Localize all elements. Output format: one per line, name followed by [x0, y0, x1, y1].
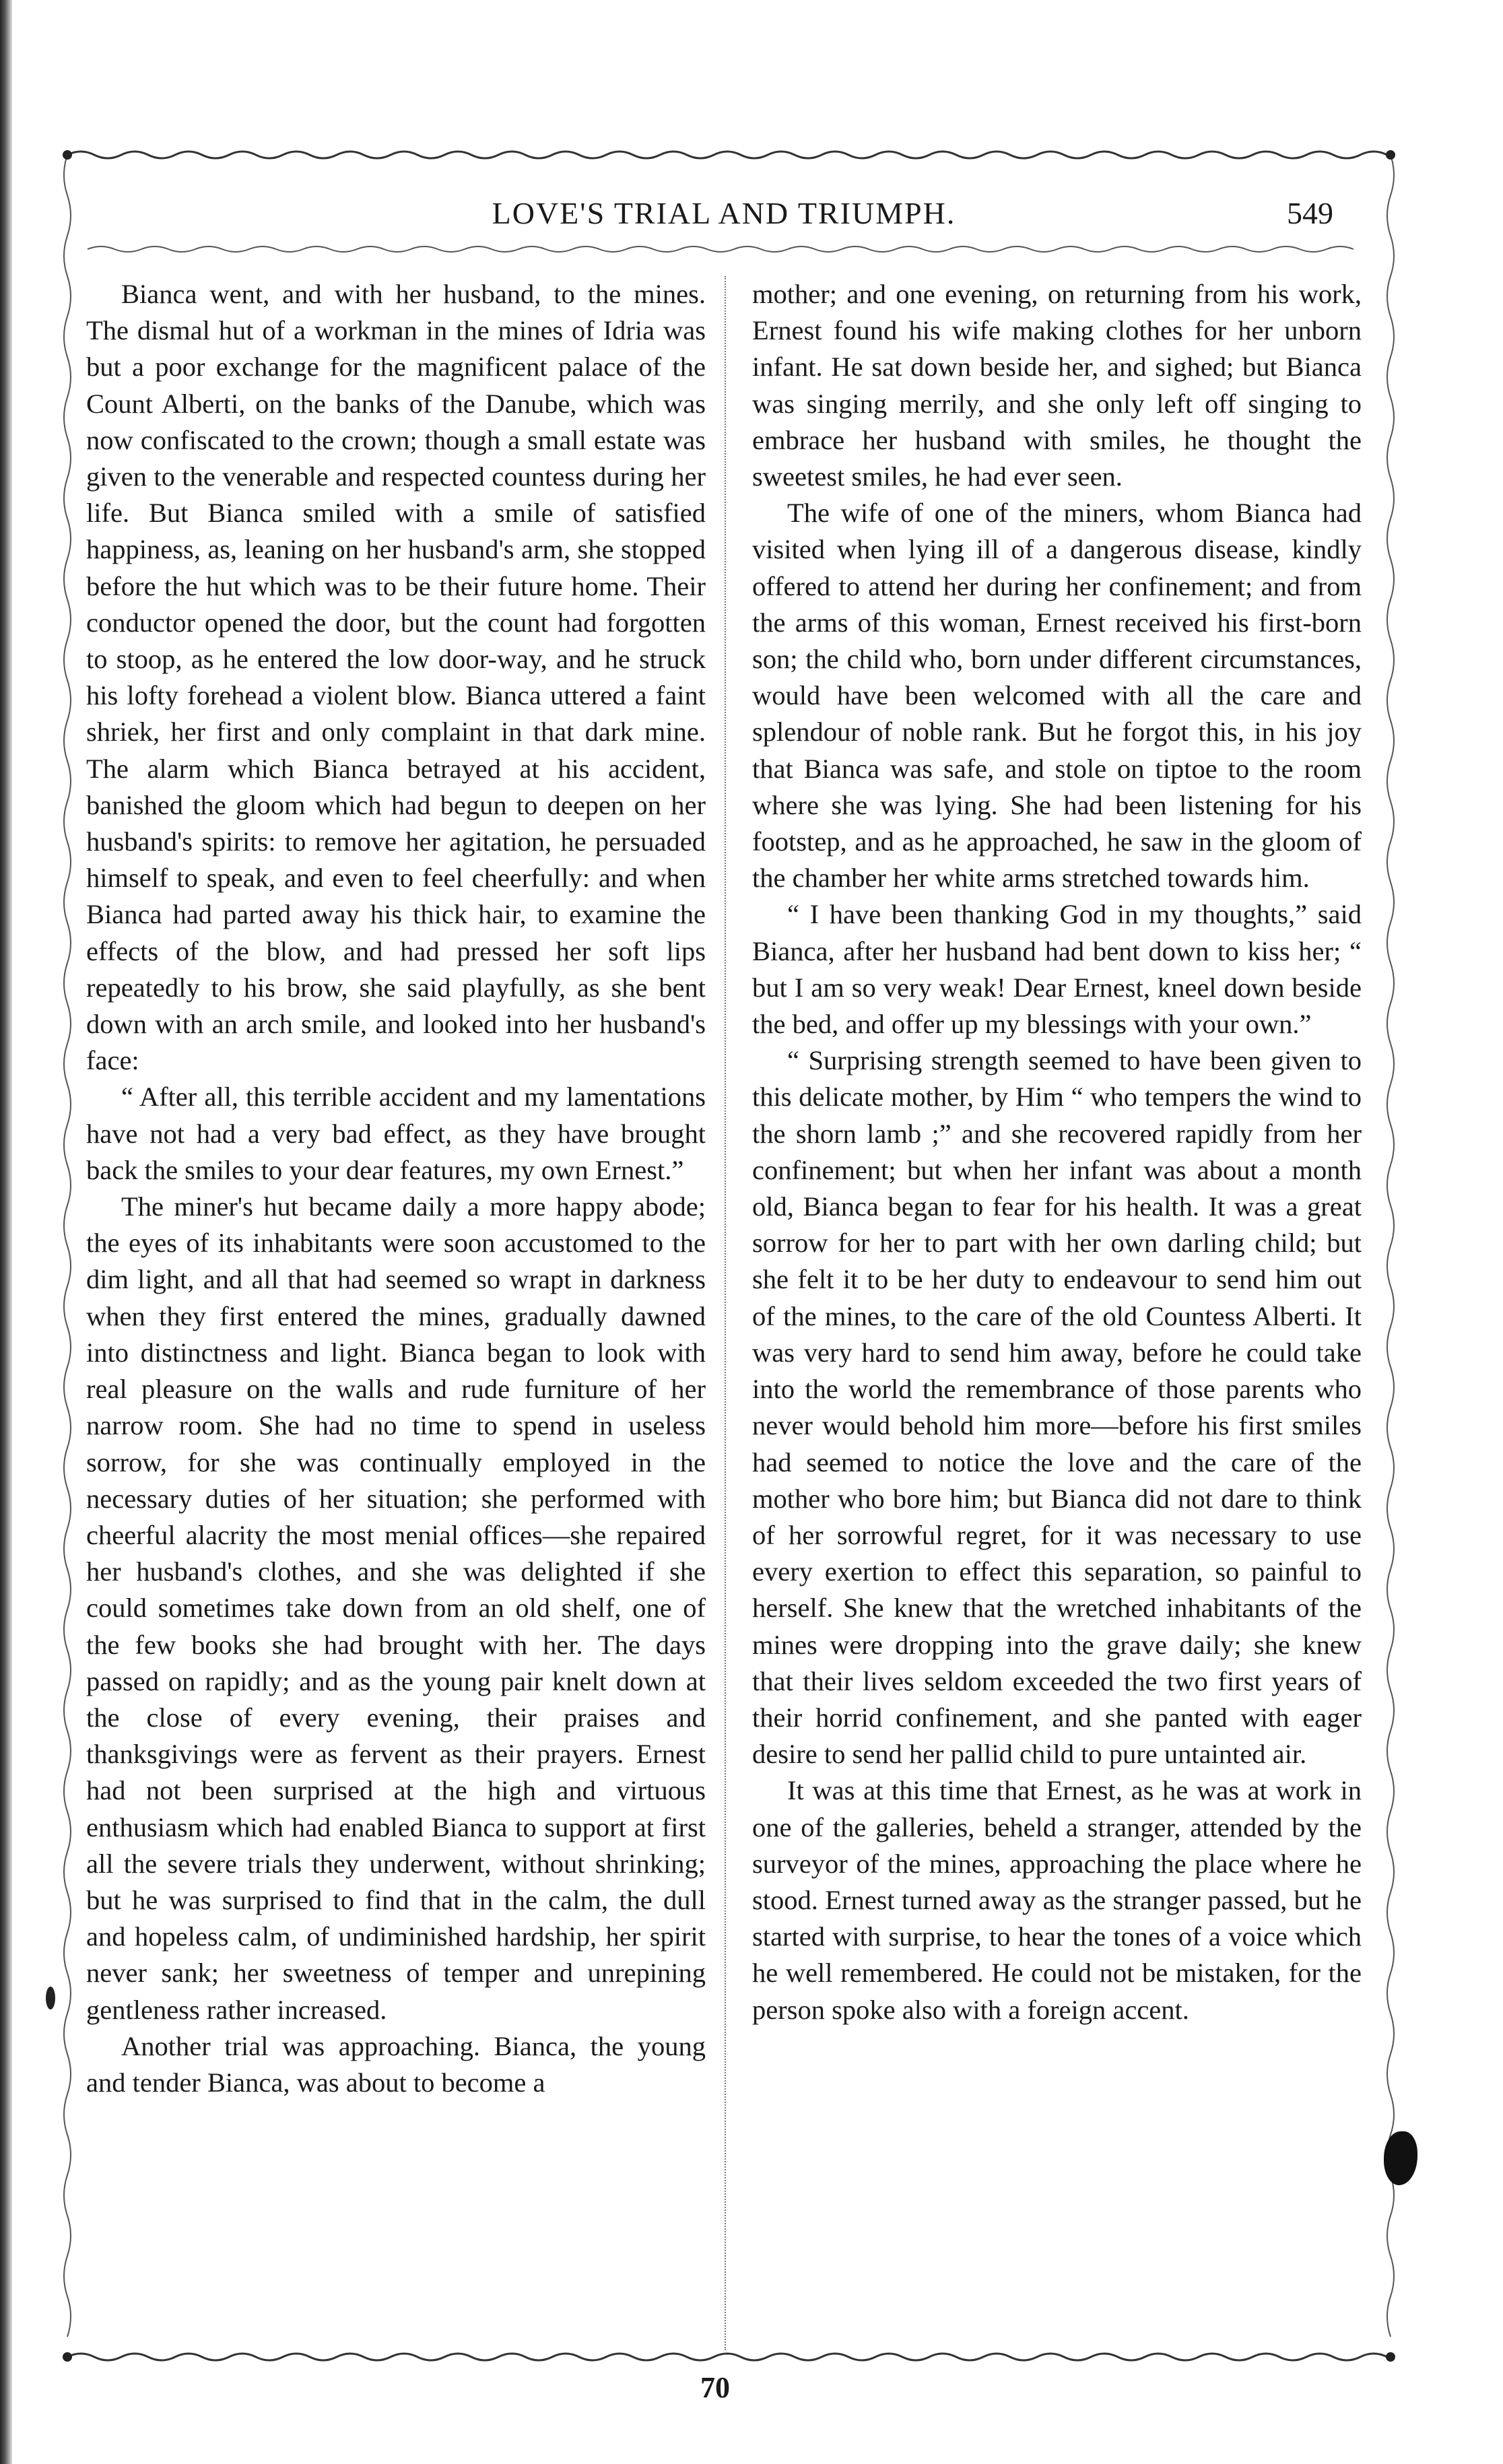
ink-blot	[1384, 2131, 1417, 2185]
left-column	[86, 276, 706, 2101]
paragraph: Another trial was approaching. Bianca, the young and tender Bianca, was about to become a	[86, 2030, 706, 2098]
paragraph: The miner's hut became daily a more happy abode; the eyes of its inhabitants were soon accustomed to the dim light, and all that had seemed so wrapt in darkness when they first entered the mines, gradually dawned into distinctness and light. Bianca began to look with real pleasure on the walls and rude furniture of her narrow room. She had no time to spend in useless sorrow, for she was continually employed in the necessary duties of her situation; she performed with cheerful alacrity the most menial offices—she repaired her husband's clothes, and she was delighted if she could sometimes take down from an old shelf, one of the few books she had brought with her. The days passed on rapidly; and as the young pair knelt down at the close of every evening, their praises and thanksgivings were as fervent as their prayers. Ernest had not been surprised at the high and virtuous enthusiasm which had enabled Bianca to support at first all the severe trials they underwent, without shrinking; but he was surprised to find that in the calm, the dull and hopeless calm, of undiminished hardship, her spirit never sank; her sweetness of temper and unrepining gentleness rather increased.	[86, 1191, 706, 2025]
paragraph: mother; and one evening, on returning from his work, Ernest found his wife making clothes for her unborn infant. He sat down beside her, and sighed; but Bianca was singing merrily, and she only left off singing to embrace her husband with smiles, he thought the sweetest smiles, he had ever seen.	[752, 279, 1362, 492]
paragraph: “ Surprising strength seemed to have been given to this delicate mother, by Him “ who tempers the wind to the shorn lamb ;” and she recovered rapidly from her confinement; but when her infant was about a month old, Bianca began to fear for his health. It was a great sorrow for her to part with her own darling child; but she felt it to be her duty to endeavour to send him out of the mines, to the care of the old Countess Alberti. It was very hard to send him away, before he could take into the world the remembrance of those parents who never would behold him more—before his first smiles had seemed to notice the love and the care of the mother who bore him; but Bianca did not dare to think of her sorrowful regret, for it was necessary to use every exertion to effect this separation, so painful to herself. She knew that the wretched inhabitants of the mines were dropping into the grave daily; she knew that their lives seldom exceeded the two first years of their horrid confinement, and she panted with eager desire to send her pallid child to pure untainted air.	[752, 1045, 1362, 1770]
signature-mark: 70	[700, 2371, 730, 2404]
page-title: LOVE'S TRIAL AND TRIUMPH.	[492, 196, 956, 230]
column-divider	[725, 276, 726, 2350]
margin-ink-mark	[46, 1987, 55, 2009]
page-binding-edge	[0, 0, 12, 2464]
paragraph: “ After all, this terrible accident and my lamentations have not had a very bad effect, as they have brought back the smiles to your dear features, my own Ernest.”	[86, 1081, 706, 1185]
right-column	[752, 276, 1362, 2028]
page-header	[88, 195, 1360, 242]
paragraph: It was at this time that Ernest, as he was at work in one of the galleries, beheld a stranger, attended by the surveyor of the mines, approaching the place where he stood. Ernest turned away as the stranger passed, but he started with surprise, to hear the tones of a voice which he well remembered. He could not be mistaken, for the person spoke also with a foreign accent.	[752, 1775, 1362, 2025]
paragraph: The wife of one of the miners, whom Bianca had visited when lying ill of a dangerous disease, kindly offered to attend her during her confinement; and from the arms of this woman, Ernest received his first-born son; the child who, born under different circumstances, would have been welcomed with all the care and splendour of noble rank. But he forgot this, in his joy that Bianca was safe, and stole on tiptoe to the room where she was lying. She had been listening for his footstep, and as he approached, he saw in the gloom of the chamber her white arms stretched towards him.	[752, 498, 1362, 894]
page-number: 549	[1287, 196, 1333, 230]
paragraph: “ I have been thanking God in my thoughts,” said Bianca, after her husband had bent down to kiss her; “ but I am so very weak! Dear Ernest, kneel down beside the bed, and offer up my blessings with your own.”	[752, 899, 1362, 1040]
paragraph: Bianca went, and with her husband, to the mines. The dismal hut of a workman in the mines of Idria was but a poor exchange for the magnificent palace of the Count Alberti, on the banks of the Danube, which was now confiscated to the crown; though a small estate was given to the venerable and respected countess during her life. But Bianca smiled with a smile of satisfied happiness, as, leaning on her husband's arm, she stopped before the hut which was to be their future home. Their conductor opened the door, but the count had forgotten to stoop, as he entered the low door-way, and he struck his lofty forehead a violent blow. Bianca uttered a faint shriek, her first and only complaint in that dark mine. The alarm which Bianca betrayed at his accident, banished the gloom which had begun to deepen on her husband's spirits: to remove her agitation, he persuaded himself to speak, and even to feel cheerfully: and when Bianca had parted away his thick hair, to examine the effects of the blow, and had pressed her soft lips repeatedly to his brow, she said playfully, as she bent down with an arch smile, and looked into her husband's face:	[86, 279, 706, 1076]
